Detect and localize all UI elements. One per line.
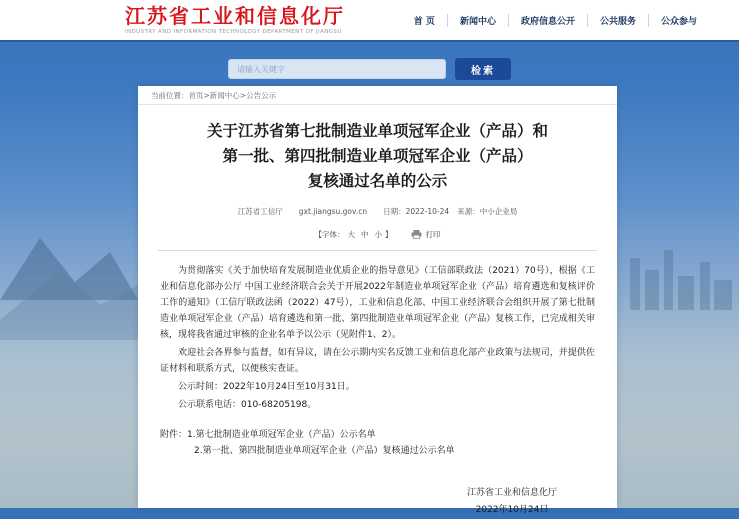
attachment-line-2 — [160, 443, 595, 459]
breadcrumb-label: 当前位置： — [151, 90, 189, 100]
nav-item-gov-info[interactable]: 政府信息公开 — [508, 14, 587, 27]
attachments-label: 附件： — [160, 430, 188, 440]
article-card — [138, 86, 617, 515]
font-size-small-button[interactable]: 小 — [374, 230, 382, 239]
font-size-large-button[interactable]: 大 — [347, 230, 355, 239]
meta-date-label: 日期： — [383, 207, 406, 216]
meta-source-dept: 江苏省工信厅 — [237, 207, 283, 216]
paragraph-2: 欢迎社会各界参与监督，如有异议，请在公示期内实名反馈工业和信息化部产业政策与法规司，并提供佐证材料和联系方式，以便核实查证。 — [160, 348, 595, 374]
attachment-link-1[interactable]: 1.第七批制造业单项冠军企业（产品）公示名单 — [187, 430, 376, 440]
page-title — [138, 119, 617, 194]
font-size-controls — [138, 229, 617, 240]
breadcrumb-path[interactable]: 首页>新闻中心>公告公示 — [188, 90, 277, 100]
site-title: 江苏省工业和信息化厅 — [125, 3, 345, 28]
signature-block — [138, 485, 617, 519]
print-label: 打印 — [425, 230, 441, 239]
page-title-line1: 关于江苏省第七批制造业单项冠军企业（产品）和 — [206, 122, 548, 140]
font-size-medium-button[interactable]: 中 — [361, 230, 369, 239]
main-nav — [402, 14, 709, 27]
font-controls-suffix: 】 — [385, 230, 393, 239]
nav-item-participation[interactable]: 公众参与 — [648, 14, 709, 27]
article-body — [138, 251, 617, 413]
signature-org: 江苏省工业和信息化厅 — [466, 488, 557, 498]
site-logo[interactable] — [125, 5, 345, 35]
site-subtitle-en: INDUSTRY AND INFORMATION TECHNOLOGY DEPARTMENT OF JIANGSU — [125, 28, 342, 35]
nav-item-public-service[interactable]: 公共服务 — [587, 14, 648, 27]
print-button[interactable] — [411, 229, 441, 240]
font-controls-prefix: 【字体： — [314, 230, 345, 239]
page-title-line2: 第一批、第四批制造业单项冠军企业（产品） — [222, 147, 533, 165]
attachment-link-2[interactable]: 2.第一批、第四批制造业单项冠军企业（产品）复核通过公示名单 — [194, 446, 455, 456]
site-header — [0, 0, 739, 42]
meta-origin: 中小企业局 — [479, 207, 518, 216]
notice-time: 公示时间：2022年10月24日至10月31日。 — [178, 382, 355, 392]
search-bar — [0, 54, 739, 84]
printer-icon — [411, 230, 422, 239]
search-button[interactable]: 检索 — [455, 58, 511, 80]
nav-item-home[interactable]: 首 页 — [413, 16, 435, 27]
attachment-line-1 — [160, 427, 595, 443]
paragraph-1: 为贯彻落实《关于加快培育发展制造业优质企业的指导意见》（工信部联政法（2021）70号），根据《工业和信息化部办公厅 中国工业经济联合会关于开展2022年制造业单项冠军企业（产品）培育遴选和复核评价工作的通知》（工信厅联政法函（2022）47号），工业和信息化部、中国工业经济联合会组织开展了第七批制造业单项冠军企业（产品）培育遴选和第一批、第四批制造业单项冠军企业（产品）复核工作，已完成相关审核，现将我省通过审核的企业名单予以公示（见附件1、2）。 — [160, 266, 595, 340]
nav-item-news[interactable]: 新闻中心 — [447, 14, 508, 27]
page-title-line3: 复核通过名单的公示 — [307, 172, 448, 190]
attachments-section — [138, 427, 617, 459]
meta-website: gxt.jiangsu.gov.cn — [298, 207, 368, 216]
meta-date: 2022-10-24 — [405, 207, 450, 216]
breadcrumb — [138, 86, 617, 105]
notice-phone: 公示联系电话：010-68205198。 — [178, 400, 317, 410]
signature-date: 2022年10月24日 — [475, 505, 549, 515]
article-meta — [138, 206, 617, 217]
meta-origin-label: 来源： — [457, 207, 480, 216]
search-input[interactable] — [228, 59, 446, 79]
